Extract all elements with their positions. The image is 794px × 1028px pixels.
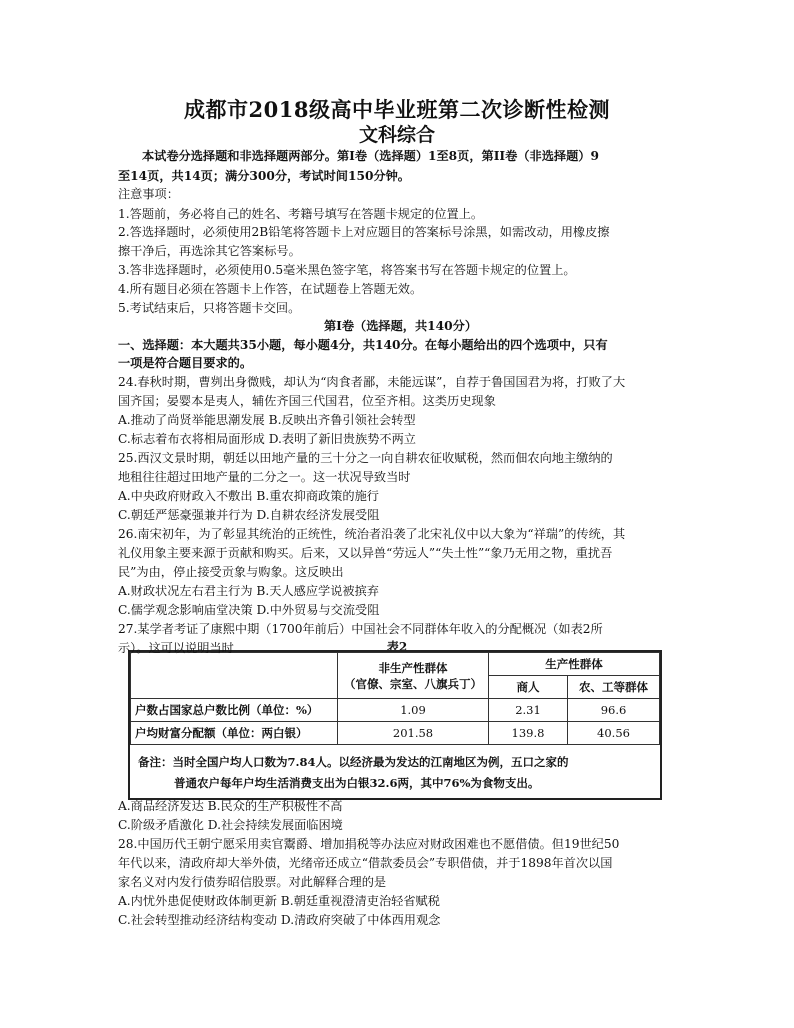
cell-merchant: 139.8 bbox=[489, 722, 568, 745]
q28-stem-1: 28.中国历代王朝宁愿采用卖官鬻爵、增加捐税等办法应对财政困难也不愿借债。但19世纪50 bbox=[118, 837, 620, 851]
note-item-2b: 擦干净后，再选涂其它答案标号。 bbox=[118, 244, 301, 258]
header-productive: 生产性群体 bbox=[489, 653, 660, 676]
q25-stem-2: 地租往往超过田地产量的二分之一。这一状况导致当时 bbox=[118, 470, 411, 484]
q28-stem-2: 年代以来，清政府却大举外债，光绪帝还成立“借款委员会”专职借债，并于1898年首次以国 bbox=[118, 856, 613, 870]
q27-stem-1: 27.某学者考证了康熙中期（1700年前后）中国社会不同群体年收入的分配概况（如表2所 bbox=[118, 622, 603, 636]
q28-options-1: A.内忧外患促使财政体制更新 B.朝廷重视澄清吏治轻省赋税 bbox=[118, 894, 440, 908]
section-instructions-1: 一、选择题：本大题共35小题，每小题4分，共140分。在每小题给出的四个选项中，只有 bbox=[118, 338, 608, 352]
header-nonproductive-sub: （官僚、宗室、八旗兵丁） bbox=[344, 676, 482, 691]
q26-stem-2: 礼仪用象主要来源于贡献和购买。后来，又以异兽“劳远人”“失土性”“象乃无用之物，重扰吾 bbox=[118, 546, 613, 560]
cell-farmer: 40.56 bbox=[568, 722, 660, 745]
cell-merchant: 2.31 bbox=[489, 699, 568, 722]
q26-stem-3: 民”为由，停止接受贡象与购象。这反映出 bbox=[118, 565, 344, 579]
q27-options-2: C.阶级矛盾激化 D.社会持续发展面临困境 bbox=[118, 818, 343, 832]
note-item-1: 1.答题前，务必将自己的姓名、考籍号填写在答题卡规定的位置上。 bbox=[118, 207, 484, 221]
cell-nonproductive: 1.09 bbox=[338, 699, 489, 722]
q25-stem-1: 25.西汉文景时期，朝廷以田地产量的三十分之一向自耕农征收赋税，然而佃农向地主缴纳的 bbox=[118, 451, 613, 465]
cell-nonproductive: 201.58 bbox=[338, 722, 489, 745]
q26-options-2: C.儒学观念影响庙堂决策 D.中外贸易与交流受阻 bbox=[118, 603, 380, 617]
q27-options-1: A.商品经济发达 B.民众的生产积极性不高 bbox=[118, 799, 343, 813]
section-title: 第I卷（选择题，共140分） bbox=[323, 319, 478, 333]
table-note-line-1: 备注：当时全国户均人口数为7.84人。以经济最为发达的江南地区为例，五口之家的 bbox=[138, 755, 569, 769]
income-table-grid bbox=[130, 652, 660, 745]
table-note-line-2: 普通农户每年户均生活消费支出为白银32.6两，其中76%为食物支出。 bbox=[174, 776, 540, 790]
note-item-3: 3.答非选择题时，必须使用0.5毫米黑色签字笔，将答案书写在答题卡规定的位置上。 bbox=[118, 263, 576, 277]
table-row bbox=[131, 699, 660, 722]
header-merchant: 商人 bbox=[489, 676, 568, 699]
q25-options-2: C.朝廷严惩豪强兼并行为 D.自耕农经济发展受阻 bbox=[118, 508, 380, 522]
q24-stem-1: 24.春秋时期，曹刿出身微贱，却认为“肉食者鄙，未能远谋”，自荐于鲁国国君为将，打败了大 bbox=[118, 375, 626, 389]
notes-heading: 注意事项： bbox=[118, 187, 179, 201]
table-row bbox=[131, 722, 660, 745]
intro-line-2: 至14页，共14页；满分300分，考试时间150分钟。 bbox=[118, 169, 410, 183]
note-item-5: 5.考试结束后，只将答题卡交回。 bbox=[118, 301, 301, 315]
q26-stem-1: 26.南宋初年，为了彰显其统治的正统性，统治者沿袭了北宋礼仪中以大象为“祥瑞”的传统，其 bbox=[118, 527, 626, 541]
header-nonproductive: 非生产性群体 bbox=[378, 660, 448, 675]
exam-subtitle: 文科综合 bbox=[358, 124, 435, 146]
q24-options-2: C.标志着布衣将相局面形成 D.表明了新旧贵族势不两立 bbox=[118, 432, 416, 446]
q25-options-1: A.中央政府财政入不敷出 B.重农抑商政策的施行 bbox=[118, 489, 379, 503]
note-item-4: 4.所有题目必须在答题卡上作答，在试题卷上答题无效。 bbox=[118, 282, 423, 296]
table-corner-cell bbox=[131, 653, 338, 699]
income-table bbox=[128, 650, 662, 800]
row-label: 户数占国家总户数比例（单位：%） bbox=[131, 699, 338, 722]
intro-line-1: 本试卷分选择题和非选择题两部分。第I卷（选择题）1至8页，第II卷（非选择题）9 bbox=[142, 149, 599, 163]
note-item-2a: 2.答选择题时，必须使用2B铅笔将答题卡上对应题目的答案标号涂黑，如需改动，用橡皮擦 bbox=[118, 225, 610, 239]
exam-title: 成都市2018级高中毕业班第二次诊断性检测 bbox=[184, 97, 610, 122]
q28-options-2: C.社会转型推动经济结构变动 D.清政府突破了中体西用观念 bbox=[118, 913, 441, 927]
section-instructions-2: 一项是符合题目要求的。 bbox=[118, 356, 253, 370]
row-label: 户均财富分配额（单位：两白银） bbox=[131, 722, 338, 745]
cell-farmer: 96.6 bbox=[568, 699, 660, 722]
q24-stem-2: 国齐国；晏婴本是夷人，辅佐齐国三代国君，位至齐相。这类历史现象 bbox=[118, 394, 496, 408]
table-caption: 表2 bbox=[386, 640, 408, 654]
q24-options-1: A.推动了尚贤举能思潮发展 B.反映出齐鲁引领社会转型 bbox=[118, 413, 416, 427]
q28-stem-3: 家名义对内发行债券昭信股票。对此解释合理的是 bbox=[118, 875, 387, 889]
q27-stem-2: 示）。这可以说明当时 bbox=[118, 641, 234, 655]
header-farmer: 农、工等群体 bbox=[568, 676, 660, 699]
header-nonproductive-cell bbox=[338, 653, 489, 699]
q26-options-1: A.财政状况左右君主行为 B.天人感应学说被摈弃 bbox=[118, 584, 379, 598]
table-note bbox=[138, 752, 654, 794]
